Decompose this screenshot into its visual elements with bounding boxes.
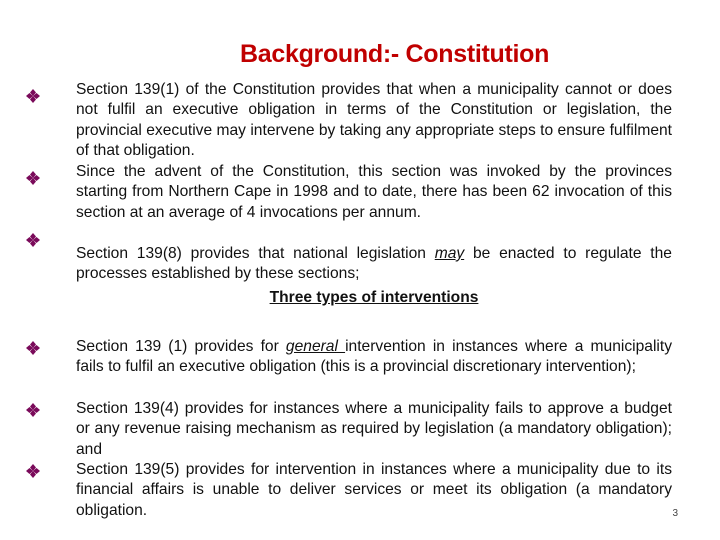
diamond-bullet-icon — [25, 232, 41, 248]
bullet-section-139-1: Section 139(1) of the Constitution provides that when a municipality cannot or does not fulfil an executive obligation in terms of the Constitution or legislation, the provincial executive may intervene by taking any appropriate steps to ensure fulfilment of that obligation. — [76, 81, 672, 160]
bullet-section-139-5: Section 139(5) provides for intervention in instances where a municipality due to its financial affairs is unable to deliver services or meet its obligation (a mandatory obligation. — [76, 461, 672, 519]
bullet-text: intervention in instances where a municipality fails to fulfil an executive obligation (this is a provincial discretionary intervention); — [76, 338, 673, 376]
diamond-bullet-icon — [25, 463, 41, 479]
bullet-text: Section 139(8) provides that national legislation — [76, 245, 435, 262]
emphasis-may: may — [434, 245, 465, 262]
emphasis-general: general — [285, 338, 346, 355]
bullet-general-intervention — [76, 337, 672, 378]
diamond-bullet-icon — [25, 402, 41, 418]
bullet-invocations: Since the advent of the Constitution, this section was invoked by the provinces starting from Northern Cape in 1998 and to date, there has been 62 invocation of this section at an average of 4 invocations per annum. — [76, 163, 672, 221]
bullet-text: be enacted to regulate the processes established by these sections; — [76, 245, 672, 283]
page-number: 3 — [672, 508, 678, 519]
interventions-subheading: Three types of interventions — [269, 289, 479, 306]
diamond-bullet-icon — [25, 340, 41, 356]
bullet-section-139-4: Section 139(4) provides for instances where a municipality fails to approve a budget or any revenue raising mechanism as required by legislation (a mandatory obligation); and — [76, 400, 672, 458]
diamond-bullet-icon — [25, 170, 41, 186]
page-title: Background:- Constitution — [240, 40, 550, 68]
diamond-bullet-icon — [25, 88, 41, 104]
bullet-text: Section 139 (1) provides for — [76, 338, 286, 355]
bullet-section-139-8 — [76, 244, 672, 285]
